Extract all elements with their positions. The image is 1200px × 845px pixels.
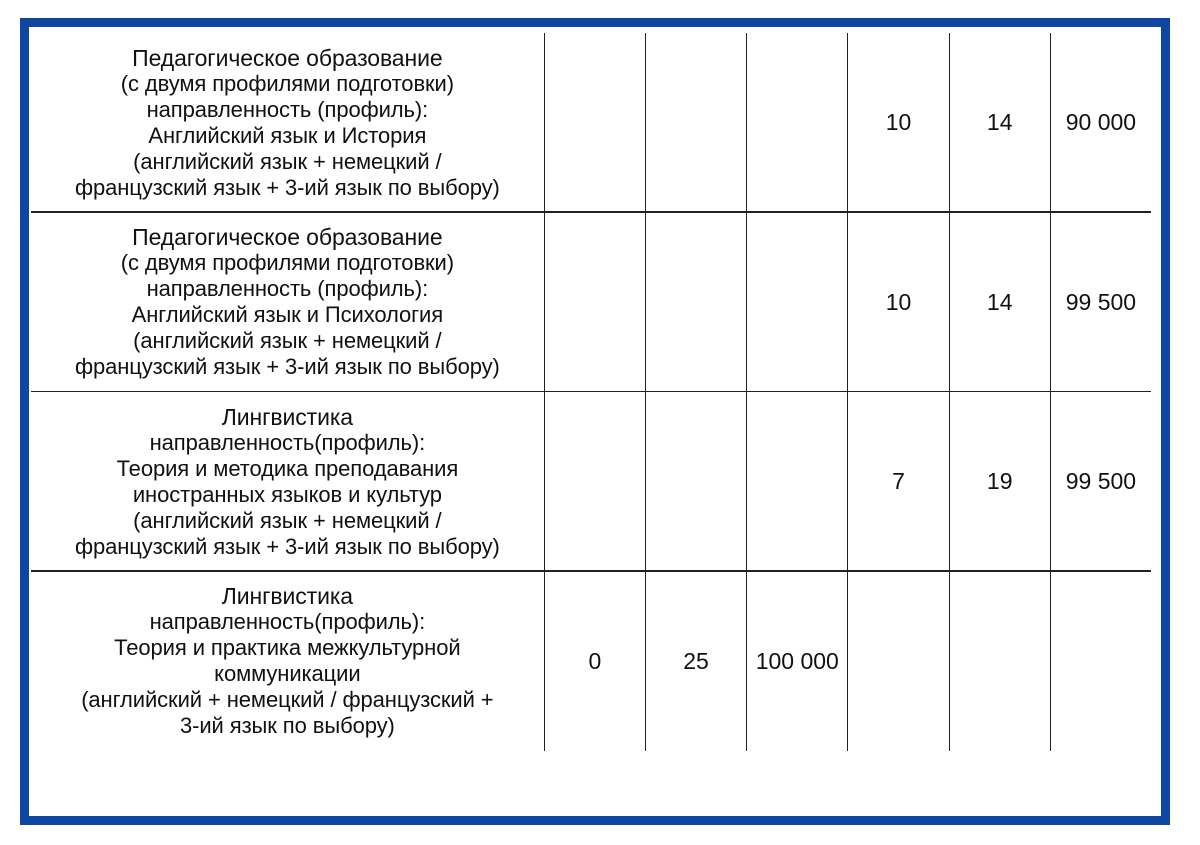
value-cell xyxy=(544,33,645,213)
program-name-line: Теория и методика преподавания xyxy=(116,455,459,481)
program-name-line: французский язык + 3-ий язык по выбору) xyxy=(74,533,500,559)
value-cell xyxy=(746,392,847,572)
value-cell: 0 xyxy=(544,572,645,752)
program-name-line: Теория и практика межкультурной xyxy=(114,635,461,661)
value-cell: 10 xyxy=(847,213,948,393)
program-name-line: французский язык + 3-ий язык по выбору) xyxy=(74,174,500,200)
value-cell xyxy=(847,572,948,752)
value-cell: 99 500 xyxy=(1050,213,1151,393)
program-name-line: коммуникации xyxy=(214,661,361,687)
value-cell xyxy=(1050,572,1151,752)
program-name-cell xyxy=(31,392,544,572)
value-cell: 10 xyxy=(847,33,948,213)
value-cell xyxy=(645,392,746,572)
value-cell xyxy=(544,392,645,572)
program-name-line: Английский язык и История xyxy=(148,122,427,148)
program-name-line: Английский язык и Психология xyxy=(131,302,444,328)
program-name-line: (английский язык + немецкий / xyxy=(133,328,442,354)
program-name-line: направленность (профиль): xyxy=(146,96,429,122)
value-cell: 25 xyxy=(645,572,746,752)
program-name-line: направленность (профиль): xyxy=(146,276,429,302)
table-row xyxy=(31,33,1151,213)
program-name-line: французский язык + 3-ий язык по выбору) xyxy=(74,354,500,380)
value-cell xyxy=(544,213,645,393)
table-row xyxy=(31,572,1151,752)
program-name-line: Педагогическое образование xyxy=(132,224,443,251)
program-name-line: Лингвистика xyxy=(221,403,353,430)
program-name-line: Педагогическое образование xyxy=(132,44,443,71)
program-name-line: 3-ий язык по выбору) xyxy=(180,713,395,739)
table-row xyxy=(31,392,1151,572)
table-row xyxy=(31,213,1151,393)
value-cell xyxy=(746,213,847,393)
program-name-line: направленность(профиль): xyxy=(149,609,426,635)
program-name-line: направленность(профиль): xyxy=(149,429,426,455)
value-cell: 14 xyxy=(949,33,1050,213)
value-cell: 99 500 xyxy=(1050,392,1151,572)
value-cell: 19 xyxy=(949,392,1050,572)
value-cell xyxy=(949,572,1050,752)
value-cell: 7 xyxy=(847,392,948,572)
program-name-line: Лингвистика xyxy=(221,583,353,610)
programs-table xyxy=(31,33,1151,751)
program-name-cell xyxy=(31,213,544,393)
program-name-line: иностранных языков и культур xyxy=(132,481,442,507)
program-name-line: (английский язык + немецкий / xyxy=(133,507,442,533)
program-name-line: (с двумя профилями подготовки) xyxy=(120,250,454,276)
program-name-line: (английский язык + немецкий / xyxy=(133,148,442,174)
value-cell: 90 000 xyxy=(1050,33,1151,213)
value-cell xyxy=(645,213,746,393)
value-cell xyxy=(645,33,746,213)
program-name-cell xyxy=(31,33,544,213)
value-cell: 100 000 xyxy=(746,572,847,752)
program-name-line: (английский + немецкий / французский + xyxy=(81,687,494,713)
value-cell: 14 xyxy=(949,213,1050,393)
program-name-line: (с двумя профилями подготовки) xyxy=(120,70,454,96)
program-name-cell xyxy=(31,572,544,752)
value-cell xyxy=(746,33,847,213)
